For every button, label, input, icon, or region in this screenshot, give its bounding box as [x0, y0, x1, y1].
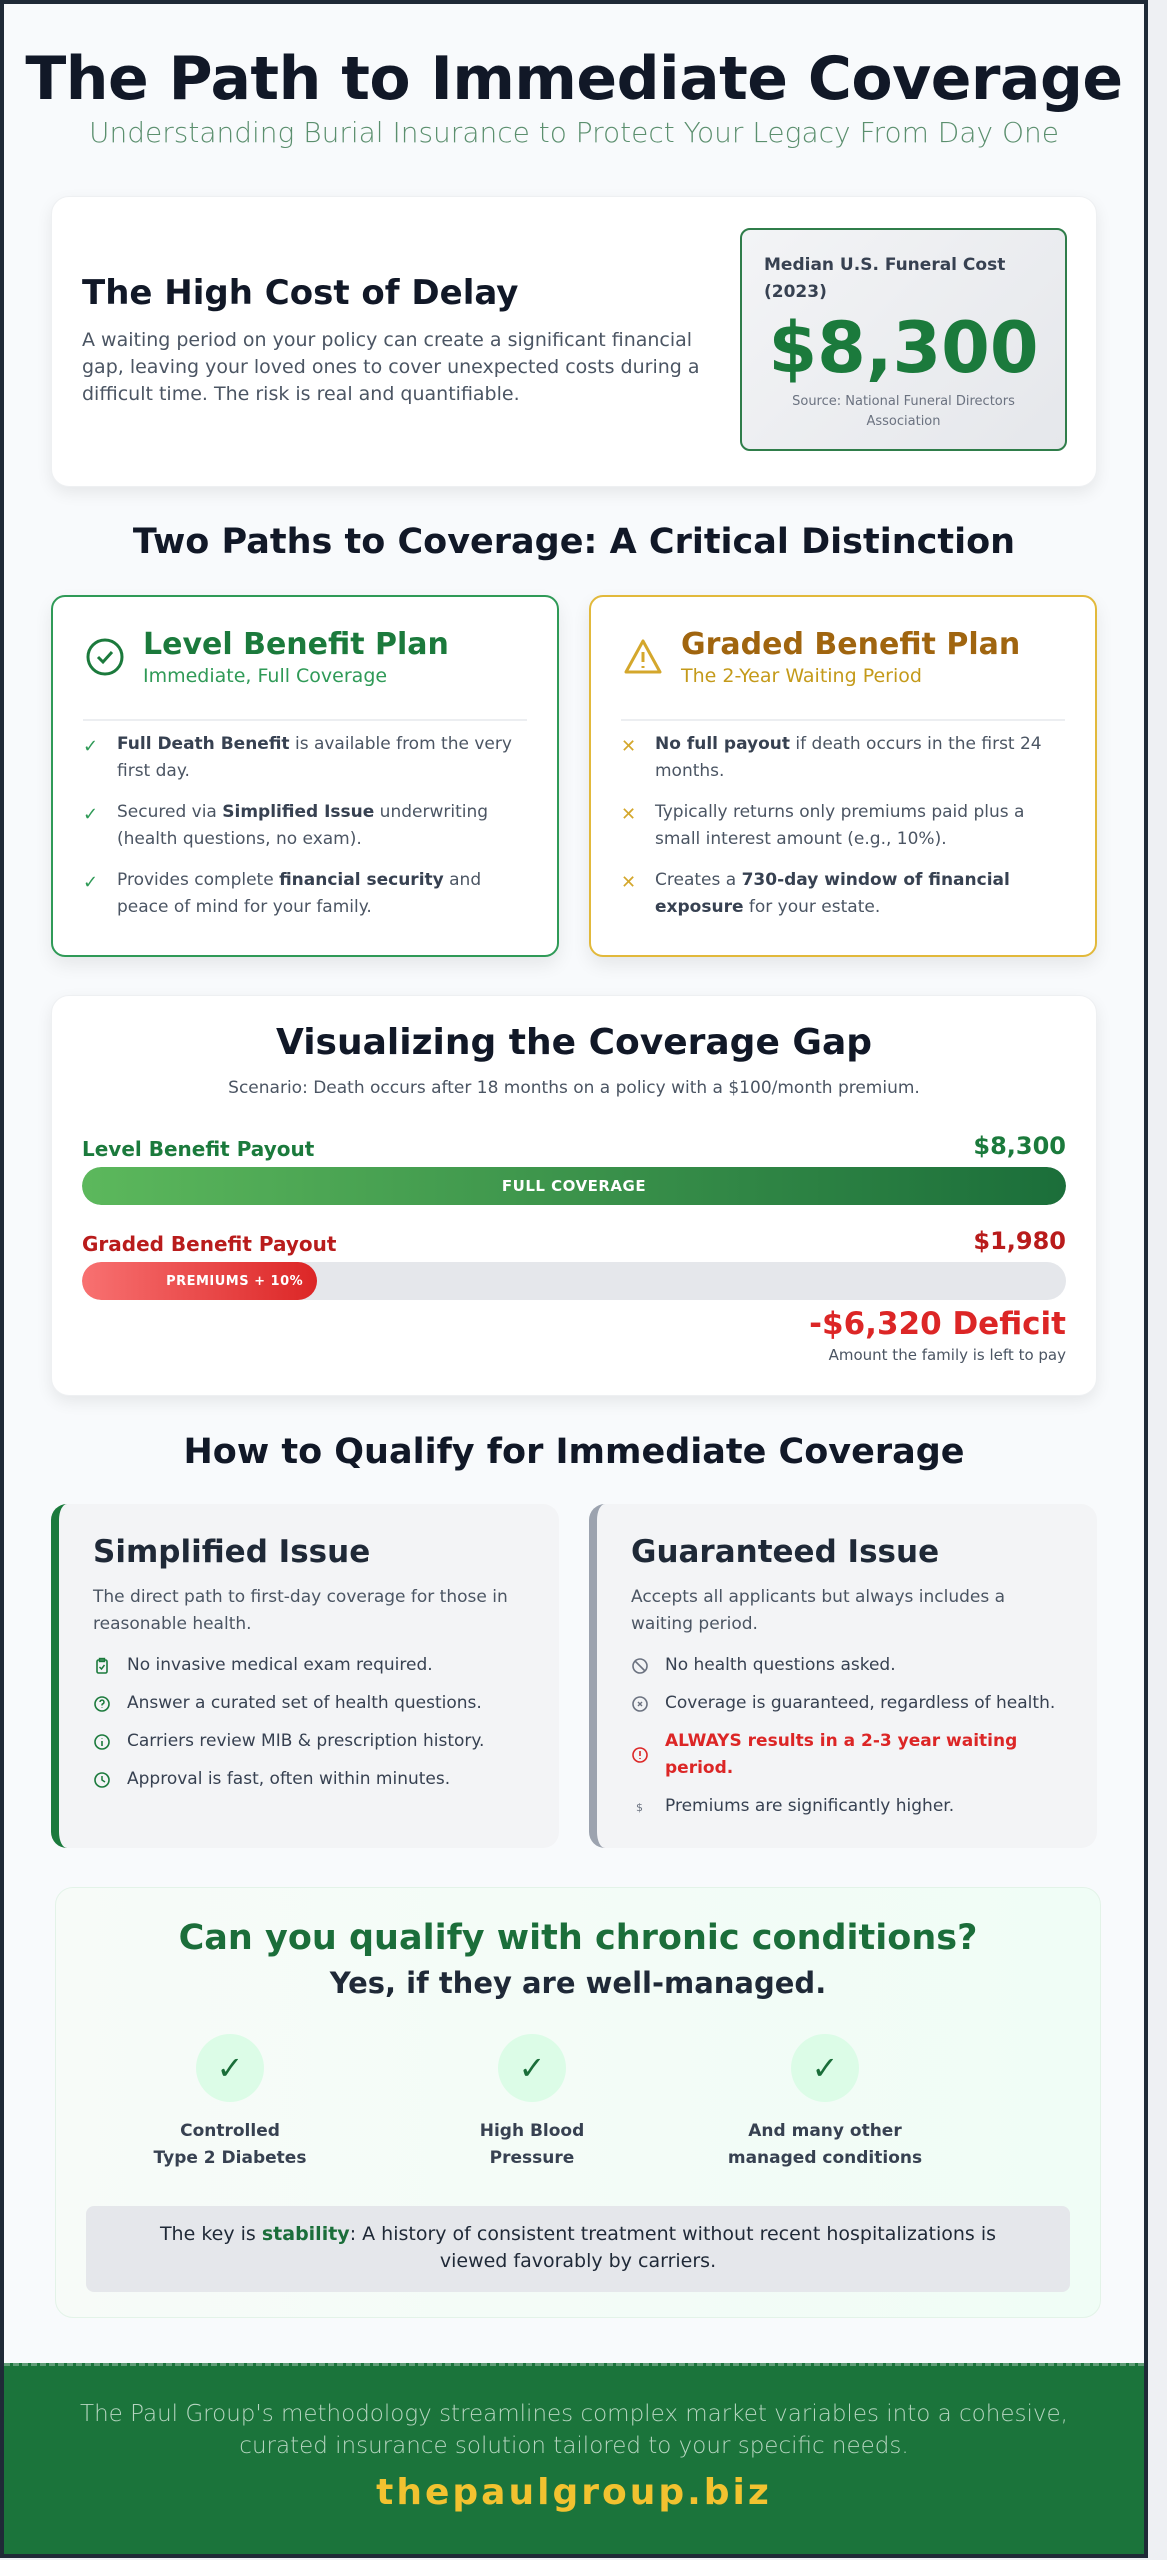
guaranteed-issue-card — [589, 1504, 1097, 1848]
cost-of-delay-card — [51, 196, 1097, 487]
level-payout-bar — [82, 1167, 1066, 1205]
x-icon: ✕ — [621, 804, 637, 825]
list-item — [631, 1652, 1063, 1679]
condition-line: Type 2 Diabetes — [153, 2148, 307, 2168]
level-payout-label: Level Benefit Payout — [82, 1137, 315, 1161]
item-text: Answer a curated set of health questions. — [127, 1693, 482, 1713]
simplified-issue-card — [51, 1504, 559, 1848]
paths-heading: Two Paths to Coverage: A Critical Distinction — [132, 522, 1016, 562]
condition-item — [695, 2034, 955, 2172]
note-post: : A history of consistent treatment without recent hospitalizations is viewed favorably by carriers. — [349, 2223, 997, 2272]
item-text: if death occurs in the first 24 months. — [655, 734, 1042, 781]
condition-label — [695, 2118, 955, 2172]
condition-label — [402, 2118, 662, 2172]
list-item — [621, 799, 1065, 853]
list-item — [631, 1793, 1063, 1820]
level-payout-value: $8,300 — [973, 1132, 1066, 1160]
page-title: The Path to Immediate Coverage — [25, 44, 1123, 114]
graded-title: Graded Benefit Plan — [681, 627, 1021, 662]
chronic-title: Can you qualify with chronic conditions? — [178, 1918, 978, 1958]
qualify-heading: How to Qualify for Immediate Coverage — [183, 1432, 965, 1472]
item-text: is available from the very first day. — [117, 734, 512, 781]
guaranteed-title: Guaranteed Issue — [631, 1534, 940, 1570]
graded-payout-label: Graded Benefit Payout — [82, 1232, 337, 1256]
item-bold: financial security — [279, 870, 444, 890]
funeral-cost-box — [740, 228, 1067, 451]
check-icon: ✓ — [83, 872, 99, 893]
condition-item — [100, 2034, 360, 2172]
item-text: for your estate. — [743, 897, 881, 917]
graded-tagline: The 2-Year Waiting Period — [681, 665, 922, 687]
check-icon: ✓ — [196, 2034, 264, 2102]
cost-label: Median U.S. Funeral Cost (2023) — [764, 255, 1006, 302]
alert-circle-icon — [631, 1746, 649, 1764]
list-item — [83, 731, 527, 785]
list-item — [83, 867, 527, 921]
deficit-value: -$6,320 Deficit — [809, 1306, 1066, 1342]
chronic-subtitle: Yes, if they are well-managed. — [329, 1966, 827, 2000]
delay-title: The High Cost of Delay — [82, 273, 519, 313]
condition-line: managed conditions — [727, 2148, 923, 2168]
footer-text: The Paul Group's methodology streamlines complex market variables into a cohesive, curated insurance solution tailored to your specific needs. — [80, 2401, 1068, 2459]
level-payout-fill: FULL COVERAGE — [82, 1167, 1066, 1205]
item-text: ALWAYS results in a 2-3 year waiting period. — [665, 1731, 1018, 1778]
item-text: Approval is fast, often within minutes. — [127, 1769, 451, 1789]
item-text: Secured via — [117, 802, 223, 822]
list-item — [631, 1690, 1063, 1717]
graded-payout-value: $1,980 — [973, 1227, 1066, 1255]
list-item — [93, 1766, 525, 1793]
check-icon: ✓ — [498, 2034, 566, 2102]
check-icon: ✓ — [83, 804, 99, 825]
cost-source: Source: National Funeral Directors Association — [792, 394, 1015, 429]
question-circle-icon — [93, 1695, 111, 1713]
clipboard-check-icon — [93, 1657, 111, 1675]
page-subtitle: Understanding Burial Insurance to Protect Your Legacy From Day One — [89, 116, 1059, 149]
item-text: underwriting (health questions, no exam). — [117, 802, 489, 849]
list-item — [621, 731, 1065, 785]
item-text: Carriers review MIB & prescription history. — [127, 1731, 485, 1751]
list-item — [631, 1728, 1063, 1782]
clock-icon — [93, 1771, 111, 1789]
item-text: No health questions asked. — [665, 1655, 896, 1675]
item-text: and peace of mind for your family. — [117, 870, 482, 917]
item-text: Provides complete — [117, 870, 280, 890]
delay-text: A waiting period on your policy can create a significant financial gap, leaving your loved ones to cover unexpected costs during a difficult time. The risk is real and quantifiable. — [82, 329, 700, 405]
footer-url-link[interactable]: thepaulgroup.biz — [376, 2472, 772, 2513]
graded-payout-bar — [82, 1262, 1066, 1300]
condition-item — [402, 2034, 662, 2172]
divider — [83, 719, 527, 721]
check-circle-icon — [85, 637, 125, 677]
guaranteed-list — [631, 1652, 1063, 1820]
condition-line: And many other — [748, 2121, 902, 2141]
level-title: Level Benefit Plan — [143, 627, 449, 662]
ban-icon — [631, 1657, 649, 1675]
list-item — [93, 1652, 525, 1679]
gap-title: Visualizing the Coverage Gap — [275, 1022, 873, 1063]
dollar-icon — [631, 1798, 649, 1816]
simplified-desc: The direct path to first-day coverage for those in reasonable health. — [93, 1587, 508, 1634]
simplified-title: Simplified Issue — [93, 1534, 371, 1570]
list-item — [621, 867, 1065, 921]
stability-note — [86, 2206, 1070, 2292]
item-text: No invasive medical exam required. — [127, 1655, 433, 1675]
condition-label — [100, 2118, 360, 2172]
footer — [4, 2363, 1144, 2555]
level-tagline: Immediate, Full Coverage — [143, 665, 388, 687]
item-bold: 730-day window of financial exposure — [655, 870, 1010, 917]
guaranteed-desc: Accepts all applicants but always includes a waiting period. — [631, 1587, 1006, 1634]
level-benefit-card — [51, 595, 559, 957]
list-item — [93, 1690, 525, 1717]
condition-line: High Blood — [479, 2121, 585, 2141]
warning-triangle-icon — [623, 637, 663, 677]
info-circle-icon — [93, 1733, 111, 1751]
note-pre: The key is — [159, 2223, 262, 2245]
check-icon: ✓ — [83, 736, 99, 757]
cost-value: $8,300 — [768, 307, 1039, 389]
x-icon: ✕ — [621, 736, 637, 757]
condition-line: Controlled — [180, 2121, 280, 2141]
divider — [621, 719, 1065, 721]
deficit-note: Amount the family is left to pay — [828, 1346, 1066, 1364]
list-item — [83, 799, 527, 853]
graded-benefit-card — [589, 595, 1097, 957]
x-circle-icon — [631, 1695, 649, 1713]
list-item — [93, 1728, 525, 1755]
svg-text:$: $ — [636, 1801, 643, 1814]
graded-payout-fill: PREMIUMS + 10% — [82, 1262, 317, 1300]
note-bold: stability — [261, 2223, 350, 2245]
level-benefits-list — [83, 731, 527, 935]
graded-drawbacks-list — [621, 731, 1065, 935]
chronic-conditions-card — [55, 1887, 1101, 2318]
item-bold: Full Death Benefit — [117, 734, 290, 754]
condition-line: Pressure — [489, 2148, 575, 2168]
item-bold: Simplified Issue — [222, 802, 375, 822]
x-icon: ✕ — [621, 872, 637, 893]
simplified-list — [93, 1652, 525, 1793]
item-text: Premiums are significantly higher. — [665, 1796, 955, 1816]
item-bold: No full payout — [655, 734, 791, 754]
item-text: Typically returns only premiums paid plus a small interest amount (e.g., 10%). — [655, 802, 1025, 849]
coverage-gap-card — [51, 995, 1097, 1396]
item-text: Coverage is guaranteed, regardless of health. — [665, 1693, 1056, 1713]
item-text: Creates a — [655, 870, 742, 890]
gap-scenario: Scenario: Death occurs after 18 months on a policy with a $100/month premium. — [228, 1078, 920, 1098]
check-icon: ✓ — [791, 2034, 859, 2102]
